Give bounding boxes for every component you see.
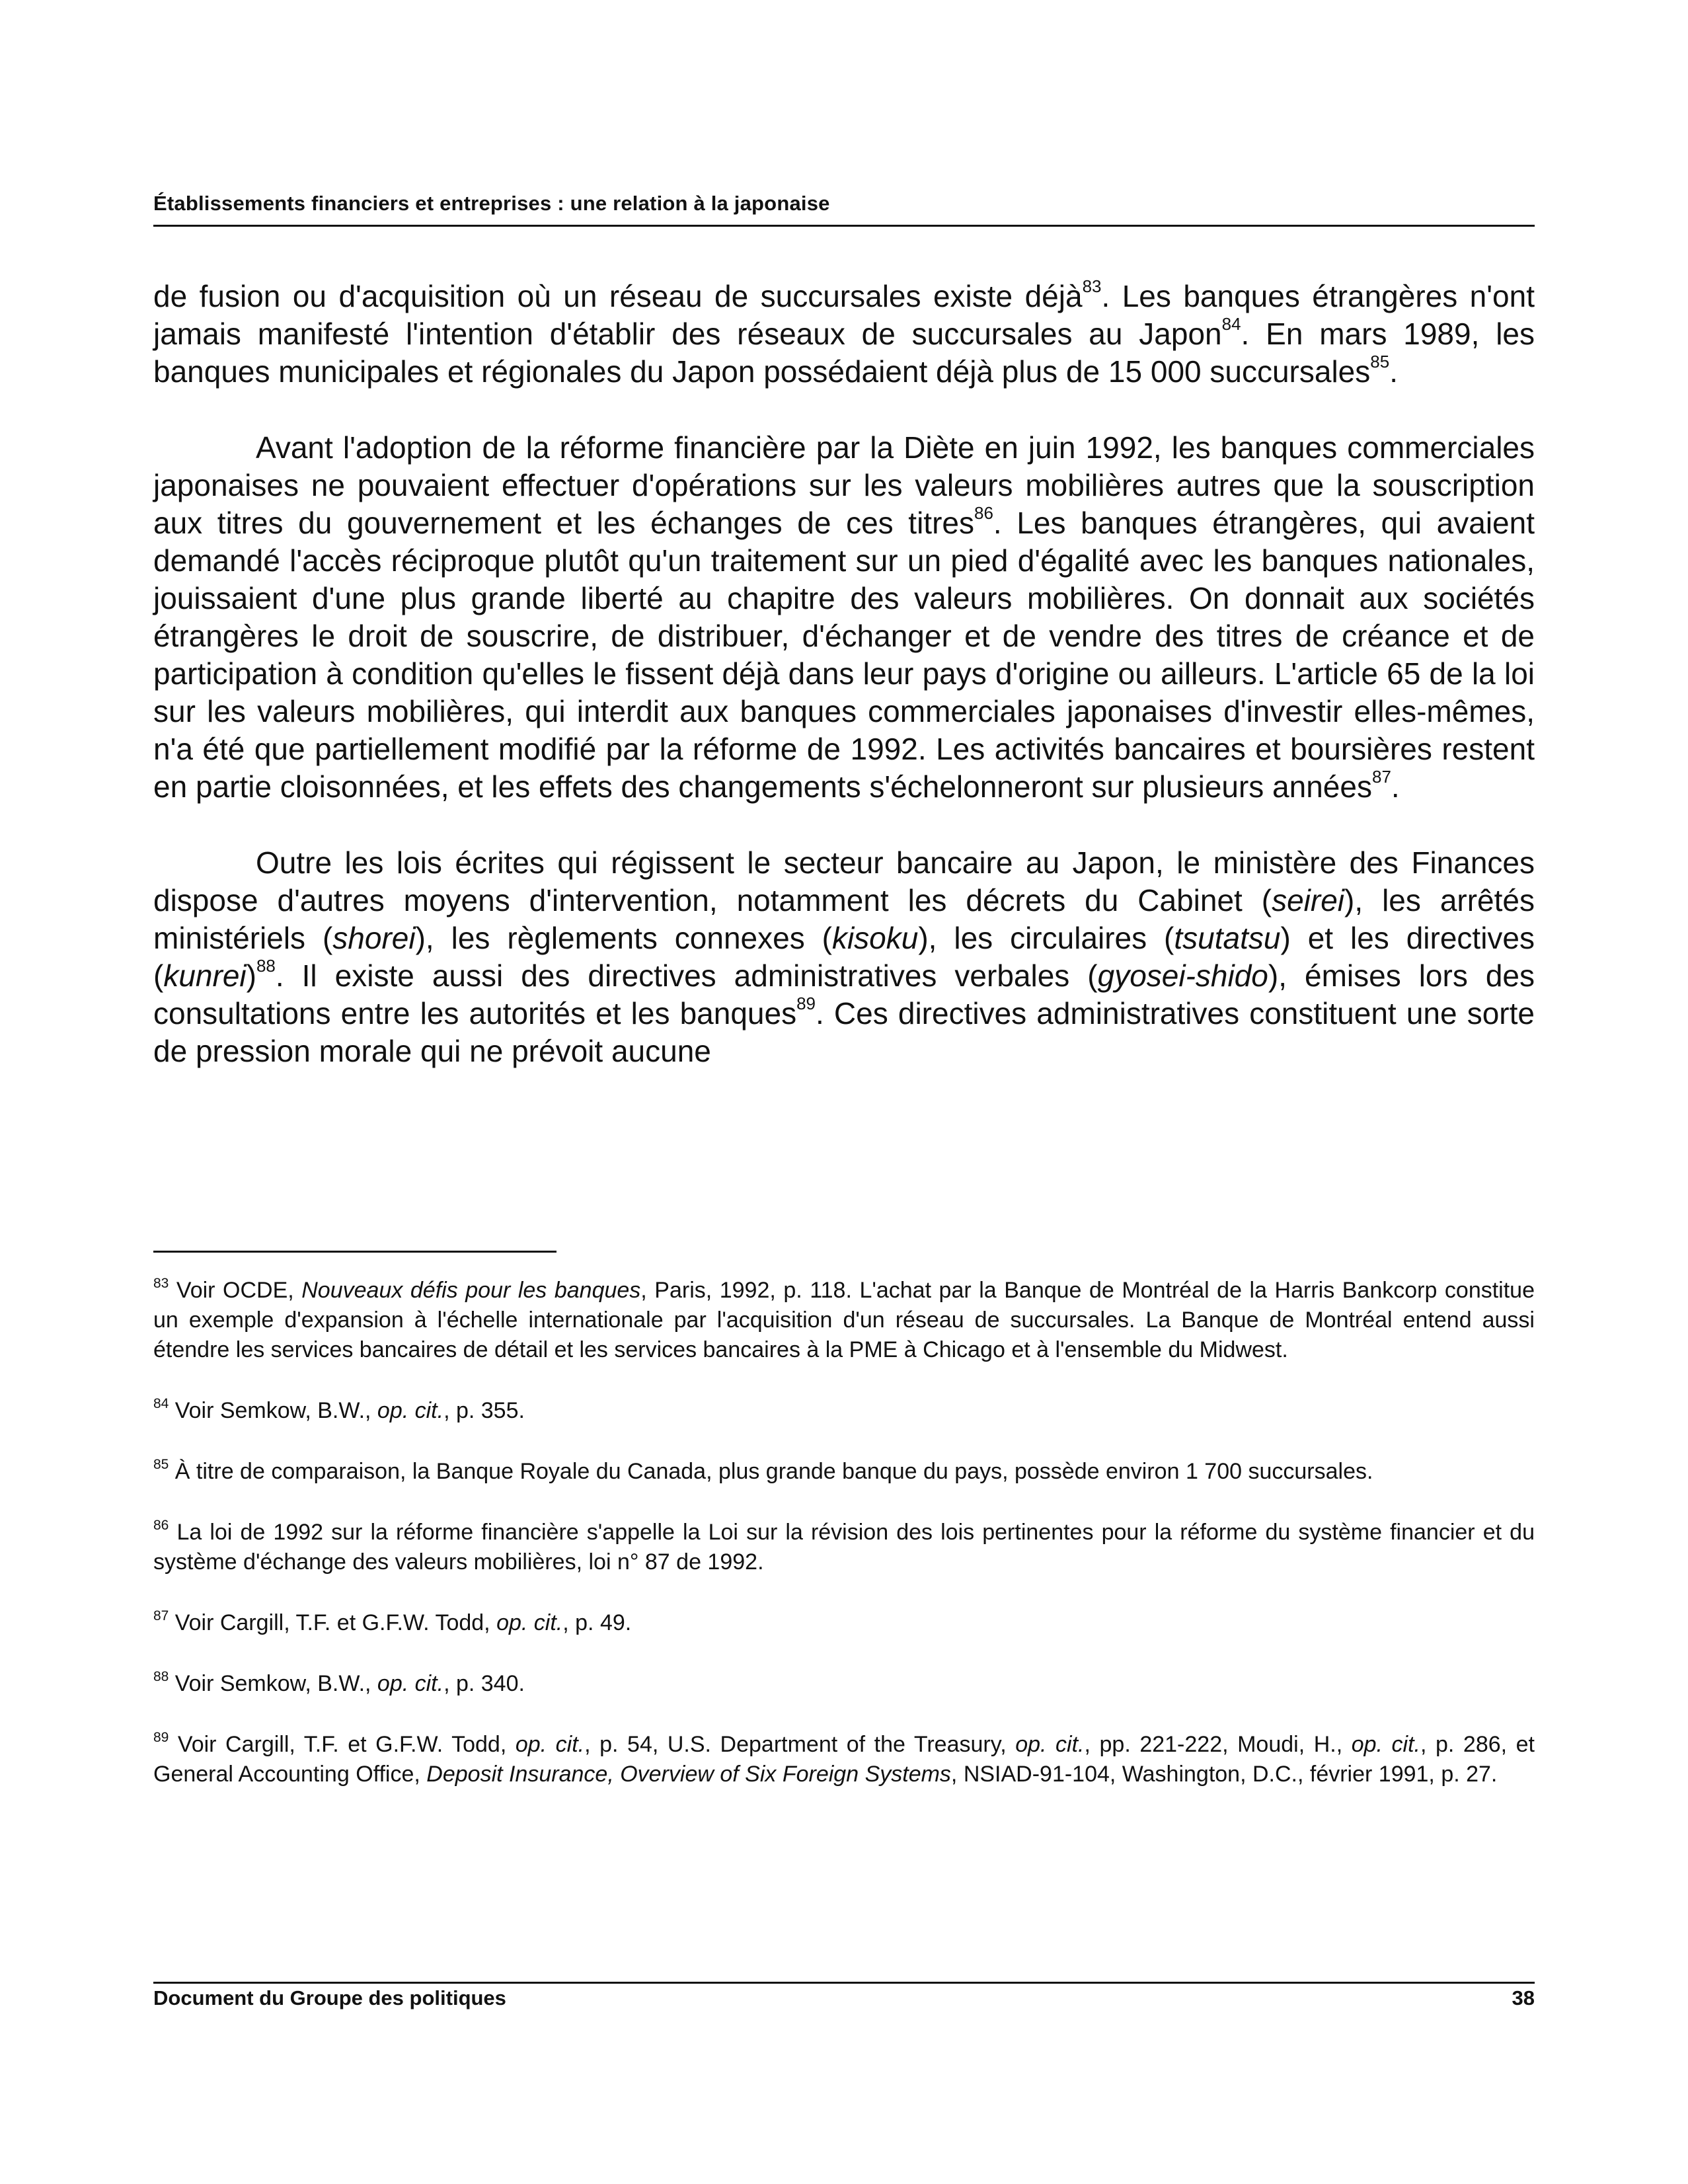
footnote-number: 89 xyxy=(153,1730,169,1745)
text-run: À titre de comparaison, la Banque Royale du Canada, plus grande banque du pays, possède environ 1 700 succursales. xyxy=(169,1459,1373,1484)
italic-term: gyosei-shido xyxy=(1097,958,1268,993)
text-run: . Il existe aussi des directives administratives verbales ( xyxy=(275,958,1098,993)
text-run: Outre les lois écrites qui régissent le secteur bancaire au Japon, le ministère des Finances dispose d'autres moyens d'intervention, notamment les décrets du Cabinet ( xyxy=(153,845,1535,917)
main-text xyxy=(153,278,1535,1109)
footnote-number: 84 xyxy=(153,1396,169,1411)
italic-term: seirei xyxy=(1272,883,1345,917)
running-header: Établissements financiers et entreprises : une relation à la japonaise xyxy=(153,192,830,215)
footnote-separator xyxy=(153,1251,556,1253)
text-run: , NSIAD-91-104, Washington, D.C., février 1991, p. 27. xyxy=(950,1762,1498,1787)
text-run: La loi de 1992 sur la réforme financière s'appelle la Loi sur la révision des lois pertinentes pour la réforme du système financier et du système d'échange des valeurs mobilières, loi n° 87 de 1992. xyxy=(153,1520,1535,1575)
text-run: . Les banques étrangères n'ont jamais manifesté l'intention d'établir des réseaux de succursales au Japon xyxy=(153,279,1535,351)
italic-title: Deposit Insurance, Overview of Six Foreign Systems xyxy=(426,1762,951,1787)
italic-title: op. cit. xyxy=(496,1610,563,1635)
text-run: Voir Semkow, B.W., xyxy=(169,1398,377,1423)
text-run: Voir Semkow, B.W., xyxy=(169,1671,377,1696)
footnote-number: 83 xyxy=(153,1276,169,1291)
footnote-ref-88: 88 xyxy=(256,956,276,976)
italic-title: op. cit. xyxy=(1015,1732,1085,1757)
text-run: Voir OCDE, xyxy=(169,1278,302,1303)
footer-rule xyxy=(153,1982,1535,1984)
footnote-ref-87: 87 xyxy=(1371,767,1391,787)
italic-term: kunrei xyxy=(163,958,247,993)
text-run: ), les arrêtés ministériels ( xyxy=(153,883,1535,955)
text-run: , p. 54, U.S. Department of the Treasury, xyxy=(584,1732,1016,1757)
text-run: , p. 355. xyxy=(443,1398,525,1423)
footnote-ref-86: 86 xyxy=(974,503,993,523)
footnote-87 xyxy=(153,1608,1535,1638)
text-run: ), émises lors des consultations entre les autorités et les banques xyxy=(153,958,1535,1031)
italic-title: op. cit. xyxy=(377,1398,444,1423)
text-run: ) et les directives ( xyxy=(153,921,1535,993)
header-rule xyxy=(153,225,1535,227)
paragraph-1 xyxy=(153,278,1535,391)
paragraph-3 xyxy=(153,844,1535,1070)
page-number: 38 xyxy=(1512,1986,1535,2009)
text-run: . En mars 1989, les banques municipales et régionales du Japon possédaient déjà plus de 15 000 succursales xyxy=(153,317,1535,389)
text-run: Avant l'adoption de la réforme financière par la Diète en juin 1992, les banques commerciales japonaises ne pouvaient effectuer d'opérations sur les valeurs mobilières autres que la souscription aux titres du gouvernement et les échanges de ces titres xyxy=(153,430,1535,540)
footnotes xyxy=(153,1276,1535,1820)
footnote-86 xyxy=(153,1518,1535,1577)
text-run: , p. 49. xyxy=(562,1610,632,1635)
italic-term: tsutatsu xyxy=(1174,921,1281,955)
footnote-85 xyxy=(153,1457,1535,1487)
text-run: ), les règlements connexes ( xyxy=(415,921,832,955)
text-run: . xyxy=(1389,354,1398,389)
footnote-number: 86 xyxy=(153,1518,169,1533)
footnote-ref-84: 84 xyxy=(1221,314,1241,334)
text-run: ), les circulaires ( xyxy=(918,921,1174,955)
text-run: ) xyxy=(246,958,256,993)
text-run: , Paris, 1992, p. 118. L'achat par la Banque de Montréal de la Harris Bankcorp constitue un exemple d'expansion à l'échelle internationale par l'acquisition d'un réseau de succursales. La Banque de Montréal entend aussi étendre les services bancaires de détail et les services bancaires à la PME à Chicago et à l'ensemble du Midwest. xyxy=(153,1278,1535,1362)
text-run: , pp. 221-222, Moudi, H., xyxy=(1084,1732,1352,1757)
footnote-88 xyxy=(153,1669,1535,1699)
footnote-number: 85 xyxy=(153,1457,169,1472)
text-run: Voir Cargill, T.F. et G.F.W. Todd, xyxy=(169,1732,516,1757)
page-footer xyxy=(153,1986,1535,2010)
italic-title: op. cit. xyxy=(1351,1732,1420,1757)
text-run: . Ces directives administratives constituent une sorte de pression morale qui ne prévoit aucune xyxy=(153,996,1535,1068)
italic-term: kisoku xyxy=(831,921,919,955)
footnote-ref-85: 85 xyxy=(1370,352,1390,371)
text-run: , p. 340. xyxy=(443,1671,525,1696)
italic-title: Nouveaux défis pour les banques xyxy=(301,1278,641,1303)
paragraph-2 xyxy=(153,429,1535,806)
text-run: . xyxy=(1391,769,1400,804)
italic-term: shorei xyxy=(332,921,416,955)
footnote-number: 87 xyxy=(153,1608,169,1623)
footnote-83 xyxy=(153,1276,1535,1365)
footnote-ref-83: 83 xyxy=(1082,276,1102,296)
text-run: . Les banques étrangères, qui avaient demandé l'accès réciproque plutôt qu'un traitement sur un pied d'égalité avec les banques nationales, jouissaient d'une plus grande liberté au chapitre des valeurs mobilières. On donnait aux sociétés étrangères le droit de souscrire, de distribuer, d'échanger et de vendre des titres de créance et de participation à condition qu'elles le fissent déjà dans leur pays d'origine ou ailleurs. L'article 65 de la loi sur les valeurs mobilières, qui interdit aux banques commerciales japonaises d'investir elles-mêmes, n'a été que partiellement modifié par la réforme de 1992. Les activités bancaires et boursières restent en partie cloisonnées, et les effets des changements s'échelonneront sur plusieurs années xyxy=(153,506,1535,804)
footnote-89 xyxy=(153,1730,1535,1789)
footnote-number: 88 xyxy=(153,1669,169,1684)
footer-document-name: Document du Groupe des politiques xyxy=(153,1986,506,2009)
text-run: Voir Cargill, T.F. et G.F.W. Todd, xyxy=(169,1610,497,1635)
text-run: de fusion ou d'acquisition où un réseau de succursales existe déjà xyxy=(153,279,1083,313)
text-run: , p. 286, et General Accounting Office, xyxy=(153,1732,1535,1787)
italic-title: op. cit. xyxy=(515,1732,585,1757)
italic-title: op. cit. xyxy=(377,1671,444,1696)
footnote-ref-89: 89 xyxy=(796,994,816,1013)
footnote-84 xyxy=(153,1396,1535,1426)
